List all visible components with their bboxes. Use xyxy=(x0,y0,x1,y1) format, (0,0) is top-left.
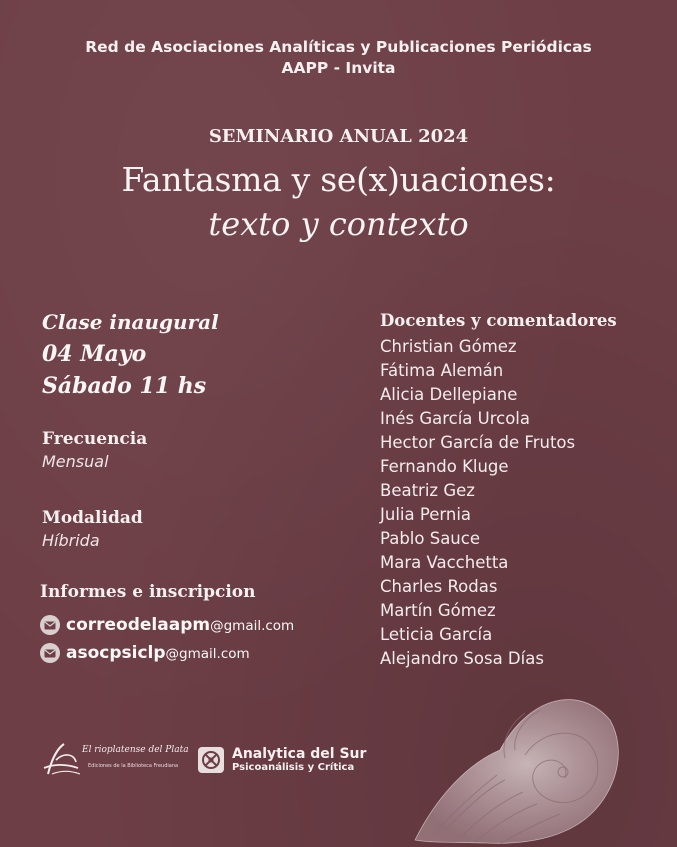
teacher-name: Fernando Kluge xyxy=(380,457,509,476)
teacher-name: Martín Gómez xyxy=(380,601,496,620)
analytica-logo-icon xyxy=(198,747,224,773)
analytica-logo-sub: Psicoanálisis y Crítica xyxy=(232,762,355,773)
email-contact[interactable] xyxy=(40,642,250,664)
email-contact[interactable] xyxy=(40,614,294,636)
mail-icon xyxy=(40,615,60,635)
teacher-name: Julia Pernia xyxy=(380,505,472,524)
teacher-name: Beatriz Gez xyxy=(380,481,475,500)
inaugural-date: 04 Mayo xyxy=(42,341,147,367)
org-invite: AAPP - Invita xyxy=(281,59,396,77)
seminar-title-line1: Fantasma y se(x)uaciones: xyxy=(121,160,556,199)
teachers-list xyxy=(380,335,575,671)
email-address[interactable]: correodelaapm@gmail.com xyxy=(66,615,295,635)
teacher-name: Christian Gómez xyxy=(380,337,517,356)
rioplatense-logo-name: El rioplatense del Plata xyxy=(82,745,189,755)
contact-label: Informes e inscripcion xyxy=(40,582,256,602)
org-name: Red de Asociaciones Analíticas y Publicaciones Periódicas xyxy=(85,38,592,56)
teacher-name: Mara Vacchetta xyxy=(380,553,509,572)
rioplatense-logo-icon xyxy=(42,738,82,778)
teacher-name: Pablo Sauce xyxy=(380,529,480,548)
teacher-name: Alicia Dellepiane xyxy=(380,385,518,404)
teacher-name: Fátima Alemán xyxy=(380,361,504,380)
teacher-name: Hector García de Frutos xyxy=(380,433,576,452)
analytica-logo-name: Analytica del Sur xyxy=(232,746,367,762)
teacher-name: Inés García Urcola xyxy=(380,409,531,428)
frequency-label: Frecuencia xyxy=(42,429,148,449)
modality-label: Modalidad xyxy=(42,508,143,528)
modality-value: Híbrida xyxy=(42,531,100,550)
rioplatense-logo-sub: Ediciones de la Biblioteca Freudiana xyxy=(88,763,179,769)
seminar-title-line2: texto y contexto xyxy=(208,205,469,243)
teacher-name: Leticia García xyxy=(380,625,493,644)
inaugural-day-time: Sábado 11 hs xyxy=(42,373,207,399)
frequency-value: Mensual xyxy=(42,452,109,471)
inaugural-label: Clase inaugural xyxy=(42,310,219,334)
email-address[interactable]: asocpsiclp@gmail.com xyxy=(66,643,250,663)
nautilus-shell-icon xyxy=(405,680,620,847)
teacher-name: Charles Rodas xyxy=(380,577,498,596)
teacher-name: Alejandro Sosa Días xyxy=(380,649,544,668)
seminar-label: SEMINARIO ANUAL 2024 xyxy=(208,126,469,147)
mail-icon xyxy=(40,643,60,663)
teachers-heading: Docentes y comentadores xyxy=(380,311,617,330)
